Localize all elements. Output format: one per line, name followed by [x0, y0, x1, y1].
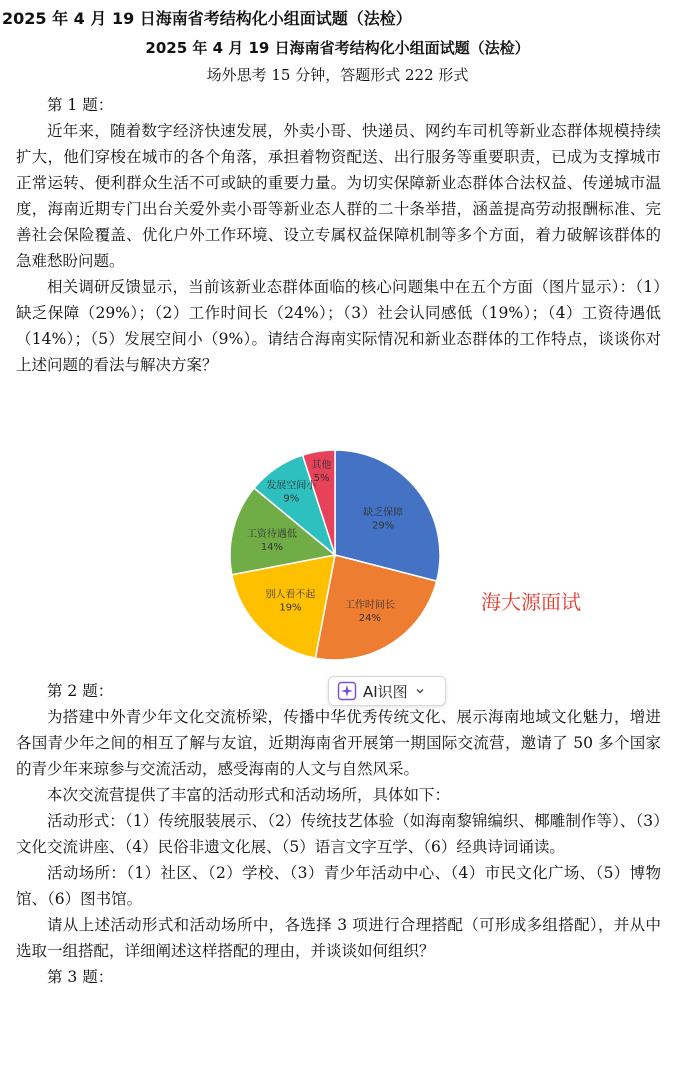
question-3-label: 第 3 题： [47, 968, 114, 986]
pie-slice-value-label: 14% [260, 541, 284, 553]
pie-slice-label: 缺乏保障 [363, 507, 404, 519]
pie-slice-label: 其他 [311, 459, 332, 471]
question-2-paragraph-4: 活动场所：（1）社区、（2）学校、（3）青少年活动中心、（4）市民文化广场、（5）博物馆、（6）图书馆。 [16, 864, 661, 908]
pie-slices [230, 450, 440, 660]
question-2-paragraph-3: 活动形式：（1）传统服装展示、（2）传统技艺体验（如海南黎锦编织、椰雕制作等）、（3）文化交流讲座、（4）民俗非遗文化展、（5）语言文字互学、（6）经典诗词诵读。 [16, 812, 661, 856]
question-2-paragraph-2: 本次交流营提供了丰富的活动形式和活动场所，具体如下： [47, 786, 451, 804]
pie-slice-value-label: 29% [372, 520, 395, 532]
pie-slice-label: 别人看不起 [265, 589, 316, 601]
question-1-paragraph-2: 相关调研反馈显示，当前该新业态群体面临的核心问题集中在五个方面（图片显示）：（1）缺乏保障（29%）；（2）工作时间长（24%）；（3）社会认同感低（19%）；（4）工资待遇低（14%）；（5）发展空间小（9%）。请结合海南实际情况和新业态群体的工作特点，谈谈你对上述问题的看法与解决方案？ [16, 278, 661, 374]
pie-chart [225, 432, 445, 670]
document-subtitle: 场外思考 15 分钟，答题形式 222 形式 [206, 66, 469, 84]
pie-slice-label: 工资待遇低 [246, 528, 297, 540]
pie-slice-value-label: 19% [279, 602, 302, 614]
pie-slice-value-label: 24% [358, 612, 381, 624]
watermark: 海大源面试 [481, 590, 581, 614]
pie-slice-value-label: 9% [283, 493, 300, 505]
pie-slice-label: 工作时间长 [344, 599, 395, 611]
question-2-paragraph-5: 请从上述活动形式和活动场所中，各选择 3 项进行合理搭配（可形成多组搭配），并从中选取一组搭配，详细阐述这样搭配的理由，并谈谈如何组织？ [16, 916, 661, 960]
page-heading: 2025 年 4 月 19 日海南省考结构化小组面试题（法检） [2, 9, 412, 28]
pie-slice-label: 发展空间小 [266, 480, 317, 492]
document-title: 2025 年 4 月 19 日海南省考结构化小组面试题（法检） [145, 39, 530, 57]
question-1 [16, 92, 661, 378]
question-2-label: 第 2 题： [47, 682, 114, 700]
ai-button-label: AI识图 [363, 682, 408, 701]
pie-slice-value-label: 5% [313, 472, 330, 484]
question-1-label: 第 1 题： [47, 96, 114, 114]
question-1-paragraph-1: 近年来，随着数字经济快速发展，外卖小哥、快递员、网约车司机等新业态群体规模持续扩大，他们穿梭在城市的各个角落，承担着物资配送、出行服务等重要职责，已成为支撑城市正常运转、便利群众生活不可或缺的重要力量。为切实保障新业态群体合法权益、传递城市温度，海南近期专门出台关爱外卖小哥等新业态人群的二十条举措，涵盖提高劳动报酬标准、完善社会保险覆盖、优化户外工作环境、设立专属权益保障机制等多个方面，着力破解该群体的急难愁盼问题。 [16, 122, 661, 270]
question-2 [16, 678, 661, 990]
question-2-paragraph-1: 为搭建中外青少年文化交流桥梁，传播中华优秀传统文化、展示海南地域文化魅力，增进各国青少年之间的相互了解与友谊，近期海南省开展第一期国际交流营，邀请了 50 多个国家的青少年来琼参与交流活动，感受海南的人文与自然风采。 [16, 708, 661, 778]
